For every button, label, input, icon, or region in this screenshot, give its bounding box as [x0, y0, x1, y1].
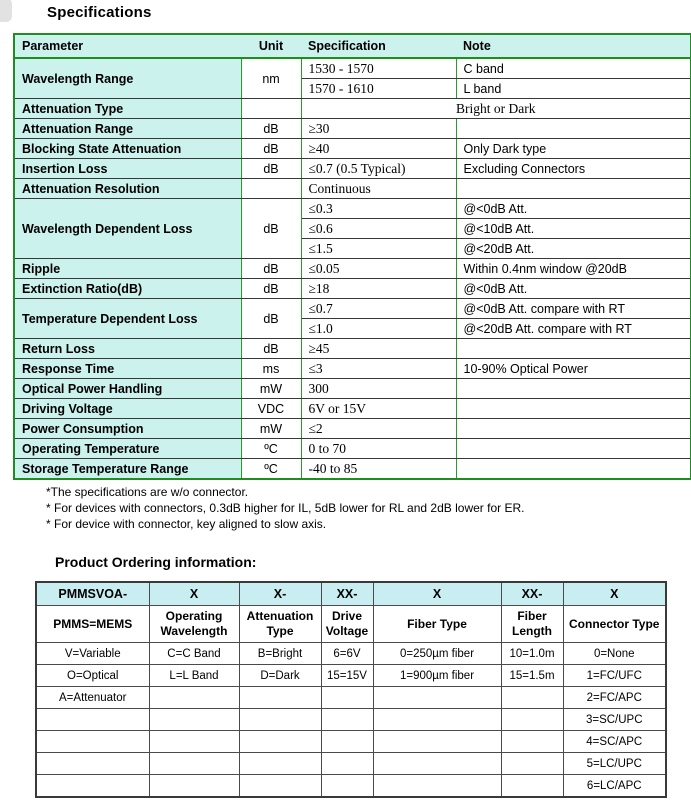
note-cell: @<20dB Att.: [456, 239, 691, 259]
page-title: Specifications: [47, 4, 152, 21]
spec-value-cell: 6V or 15V: [301, 399, 456, 419]
order-data-cell: [321, 731, 373, 753]
unit-cell: dB: [241, 199, 301, 259]
order-data-cell: [501, 775, 563, 798]
order-data-cell: 1=900µm fiber: [373, 665, 501, 687]
order-data-row: [36, 687, 666, 709]
parameter-cell: Insertion Loss: [14, 159, 241, 179]
spec-row: [14, 399, 691, 419]
order-data-cell: V=Variable: [36, 643, 149, 665]
order-data-row: [36, 709, 666, 731]
spec-value-cell: ≤0.3: [301, 199, 456, 219]
spec-row: [14, 139, 691, 159]
spec-value-cell: ≤0.05: [301, 259, 456, 279]
parameter-cell: Return Loss: [14, 339, 241, 359]
unit-cell: dB: [241, 299, 301, 339]
parameter-cell: Operating Temperature: [14, 439, 241, 459]
parameter-cell: Extinction Ratio(dB): [14, 279, 241, 299]
order-data-cell: [239, 709, 321, 731]
note-cell: @<0dB Att. compare with RT: [456, 299, 691, 319]
order-data-cell: [239, 731, 321, 753]
order-data-cell: 1=FC/UFC: [563, 665, 666, 687]
spec-header-row: [14, 34, 691, 58]
unit-cell: VDC: [241, 399, 301, 419]
order-data-cell: 0=None: [563, 643, 666, 665]
note-cell: [456, 439, 691, 459]
order-code-cell: XX-: [321, 582, 373, 606]
spec-col-header: Specification: [301, 34, 456, 58]
parameter-cell: Temperature Dependent Loss: [14, 299, 241, 339]
spec-value-cell: Bright or Dark: [301, 99, 691, 119]
order-data-cell: [149, 753, 239, 775]
order-data-row: [36, 665, 666, 687]
unit-cell: nm: [241, 58, 301, 99]
order-data-cell: 15=15V: [321, 665, 373, 687]
spec-row: [14, 379, 691, 399]
spec-value-cell: 0 to 70: [301, 439, 456, 459]
note-cell: @<0dB Att.: [456, 279, 691, 299]
order-data-cell: 10=1.0m: [501, 643, 563, 665]
spec-col-header: Note: [456, 34, 691, 58]
ordering-title: Product Ordering information:: [55, 554, 257, 571]
unit-cell: mW: [241, 419, 301, 439]
unit-cell: dB: [241, 259, 301, 279]
spec-row: [14, 119, 691, 139]
order-data-row: [36, 753, 666, 775]
order-data-cell: [501, 687, 563, 709]
parameter-cell: Ripple: [14, 259, 241, 279]
order-code-cell: X: [149, 582, 239, 606]
parameter-cell: Storage Temperature Range: [14, 459, 241, 480]
unit-cell: ºC: [241, 459, 301, 480]
order-data-row: [36, 775, 666, 798]
spec-row: [14, 439, 691, 459]
order-data-cell: [373, 775, 501, 798]
order-data-cell: [321, 775, 373, 798]
order-data-cell: [36, 709, 149, 731]
order-code-cell: PMMSVOA-: [36, 582, 149, 606]
order-data-cell: [36, 731, 149, 753]
unit-cell: ms: [241, 359, 301, 379]
spec-row: [14, 259, 691, 279]
order-data-cell: 5=LC/UPC: [563, 753, 666, 775]
spec-value-cell: ≥45: [301, 339, 456, 359]
unit-cell: dB: [241, 139, 301, 159]
order-data-cell: [36, 775, 149, 798]
spec-value-cell: ≤0.7: [301, 299, 456, 319]
order-data-cell: [373, 687, 501, 709]
spec-value-cell: Continuous: [301, 179, 456, 199]
order-data-cell: [36, 753, 149, 775]
ordering-table: [35, 581, 667, 798]
order-data-cell: D=Dark: [239, 665, 321, 687]
spec-row: [14, 199, 691, 219]
order-header-cell: Attenuation Type: [239, 606, 321, 643]
note-cell: 10-90% Optical Power: [456, 359, 691, 379]
spec-table-header: [14, 34, 691, 58]
spec-value-cell: 1570 - 1610: [301, 79, 456, 99]
parameter-cell: Driving Voltage: [14, 399, 241, 419]
spec-value-cell: ≤2: [301, 419, 456, 439]
note-cell: Excluding Connectors: [456, 159, 691, 179]
spec-row: [14, 459, 691, 480]
parameter-cell: Attenuation Type: [14, 99, 241, 119]
order-data-cell: [321, 709, 373, 731]
spec-table-body: [14, 58, 691, 479]
order-data-cell: [501, 731, 563, 753]
order-data-cell: [321, 753, 373, 775]
order-data-cell: B=Bright: [239, 643, 321, 665]
parameter-cell: Power Consumption: [14, 419, 241, 439]
order-data-cell: [373, 753, 501, 775]
footnote-line: * For devices with connectors, 0.3dB higher for IL, 5dB lower for RL and 2dB lower for ER.: [46, 500, 525, 515]
parameter-cell: Attenuation Resolution: [14, 179, 241, 199]
spec-value-cell: ≤1.5: [301, 239, 456, 259]
order-data-cell: [501, 753, 563, 775]
order-code-row: [36, 582, 666, 606]
spec-value-cell: ≥18: [301, 279, 456, 299]
parameter-cell: Response Time: [14, 359, 241, 379]
note-cell: [456, 179, 691, 199]
order-header-cell: Drive Voltage: [321, 606, 373, 643]
order-data-cell: 3=SC/UPC: [563, 709, 666, 731]
order-data-cell: 15=1.5m: [501, 665, 563, 687]
note-cell: [456, 379, 691, 399]
spec-col-header: Parameter: [14, 34, 241, 58]
spec-row: [14, 339, 691, 359]
note-cell: C band: [456, 58, 691, 79]
unit-cell: dB: [241, 159, 301, 179]
spec-value-cell: -40 to 85: [301, 459, 456, 480]
note-cell: @<20dB Att. compare with RT: [456, 319, 691, 339]
order-code-cell: X: [563, 582, 666, 606]
order-code-cell: XX-: [501, 582, 563, 606]
spec-value-cell: ≤0.6: [301, 219, 456, 239]
footnote-line: * For device with connector, key aligned to slow axis.: [46, 516, 327, 531]
order-data-row: [36, 731, 666, 753]
spec-value-cell: ≥30: [301, 119, 456, 139]
order-data-cell: [373, 731, 501, 753]
order-data-cell: [149, 687, 239, 709]
spec-value-cell: ≤1.0: [301, 319, 456, 339]
order-data-cell: [149, 731, 239, 753]
spec-value-cell: ≥40: [301, 139, 456, 159]
spec-value-cell: 300: [301, 379, 456, 399]
order-code-cell: X-: [239, 582, 321, 606]
order-header-cell: PMMS=MEMS: [36, 606, 149, 643]
parameter-cell: Optical Power Handling: [14, 379, 241, 399]
ordering-table-body: [36, 582, 666, 797]
unit-cell: dB: [241, 339, 301, 359]
order-data-cell: [239, 687, 321, 709]
note-cell: [456, 399, 691, 419]
order-data-cell: 6=6V: [321, 643, 373, 665]
order-data-cell: [501, 709, 563, 731]
order-header-row: [36, 606, 666, 643]
spec-row: [14, 99, 691, 119]
note-cell: @<0dB Att.: [456, 199, 691, 219]
order-data-cell: [239, 753, 321, 775]
note-cell: Within 0.4nm window @20dB: [456, 259, 691, 279]
order-data-cell: 6=LC/APC: [563, 775, 666, 798]
order-data-cell: O=Optical: [36, 665, 149, 687]
order-data-cell: [149, 775, 239, 798]
order-data-row: [36, 643, 666, 665]
spec-row: [14, 299, 691, 319]
parameter-cell: Attenuation Range: [14, 119, 241, 139]
spec-row: [14, 58, 691, 79]
order-data-cell: 2=FC/APC: [563, 687, 666, 709]
unit-cell: [241, 99, 301, 119]
note-cell: L band: [456, 79, 691, 99]
scan-corner-artifact: [0, 0, 12, 22]
order-data-cell: L=L Band: [149, 665, 239, 687]
parameter-cell: Wavelength Dependent Loss: [14, 199, 241, 259]
order-data-cell: A=Attenuator: [36, 687, 149, 709]
unit-cell: dB: [241, 279, 301, 299]
spec-row: [14, 359, 691, 379]
note-cell: [456, 339, 691, 359]
note-cell: [456, 459, 691, 480]
unit-cell: [241, 179, 301, 199]
parameter-cell: Wavelength Range: [14, 58, 241, 99]
order-header-cell: Fiber Type: [373, 606, 501, 643]
spec-row: [14, 159, 691, 179]
order-data-cell: 4=SC/APC: [563, 731, 666, 753]
footnote-line: *The specifications are w/o connector.: [46, 485, 249, 499]
unit-cell: dB: [241, 119, 301, 139]
footnotes: [46, 485, 691, 532]
order-data-cell: [373, 709, 501, 731]
order-header-cell: Connector Type: [563, 606, 666, 643]
order-data-cell: [149, 709, 239, 731]
order-data-cell: 0=250µm fiber: [373, 643, 501, 665]
spec-value-cell: ≤0.7 (0.5 Typical): [301, 159, 456, 179]
specifications-table: [13, 33, 691, 480]
spec-row: [14, 179, 691, 199]
order-code-cell: X: [373, 582, 501, 606]
parameter-cell: Blocking State Attenuation: [14, 139, 241, 159]
unit-cell: ºC: [241, 439, 301, 459]
spec-value-cell: 1530 - 1570: [301, 58, 456, 79]
order-header-cell: Operating Wavelength: [149, 606, 239, 643]
note-cell: [456, 419, 691, 439]
spec-value-cell: ≤3: [301, 359, 456, 379]
spec-row: [14, 419, 691, 439]
note-cell: Only Dark type: [456, 139, 691, 159]
order-data-cell: [239, 775, 321, 798]
note-cell: [456, 119, 691, 139]
spec-row: [14, 279, 691, 299]
order-data-cell: [321, 687, 373, 709]
spec-col-header: Unit: [241, 34, 301, 58]
unit-cell: mW: [241, 379, 301, 399]
order-data-cell: C=C Band: [149, 643, 239, 665]
note-cell: @<10dB Att.: [456, 219, 691, 239]
order-header-cell: Fiber Length: [501, 606, 563, 643]
